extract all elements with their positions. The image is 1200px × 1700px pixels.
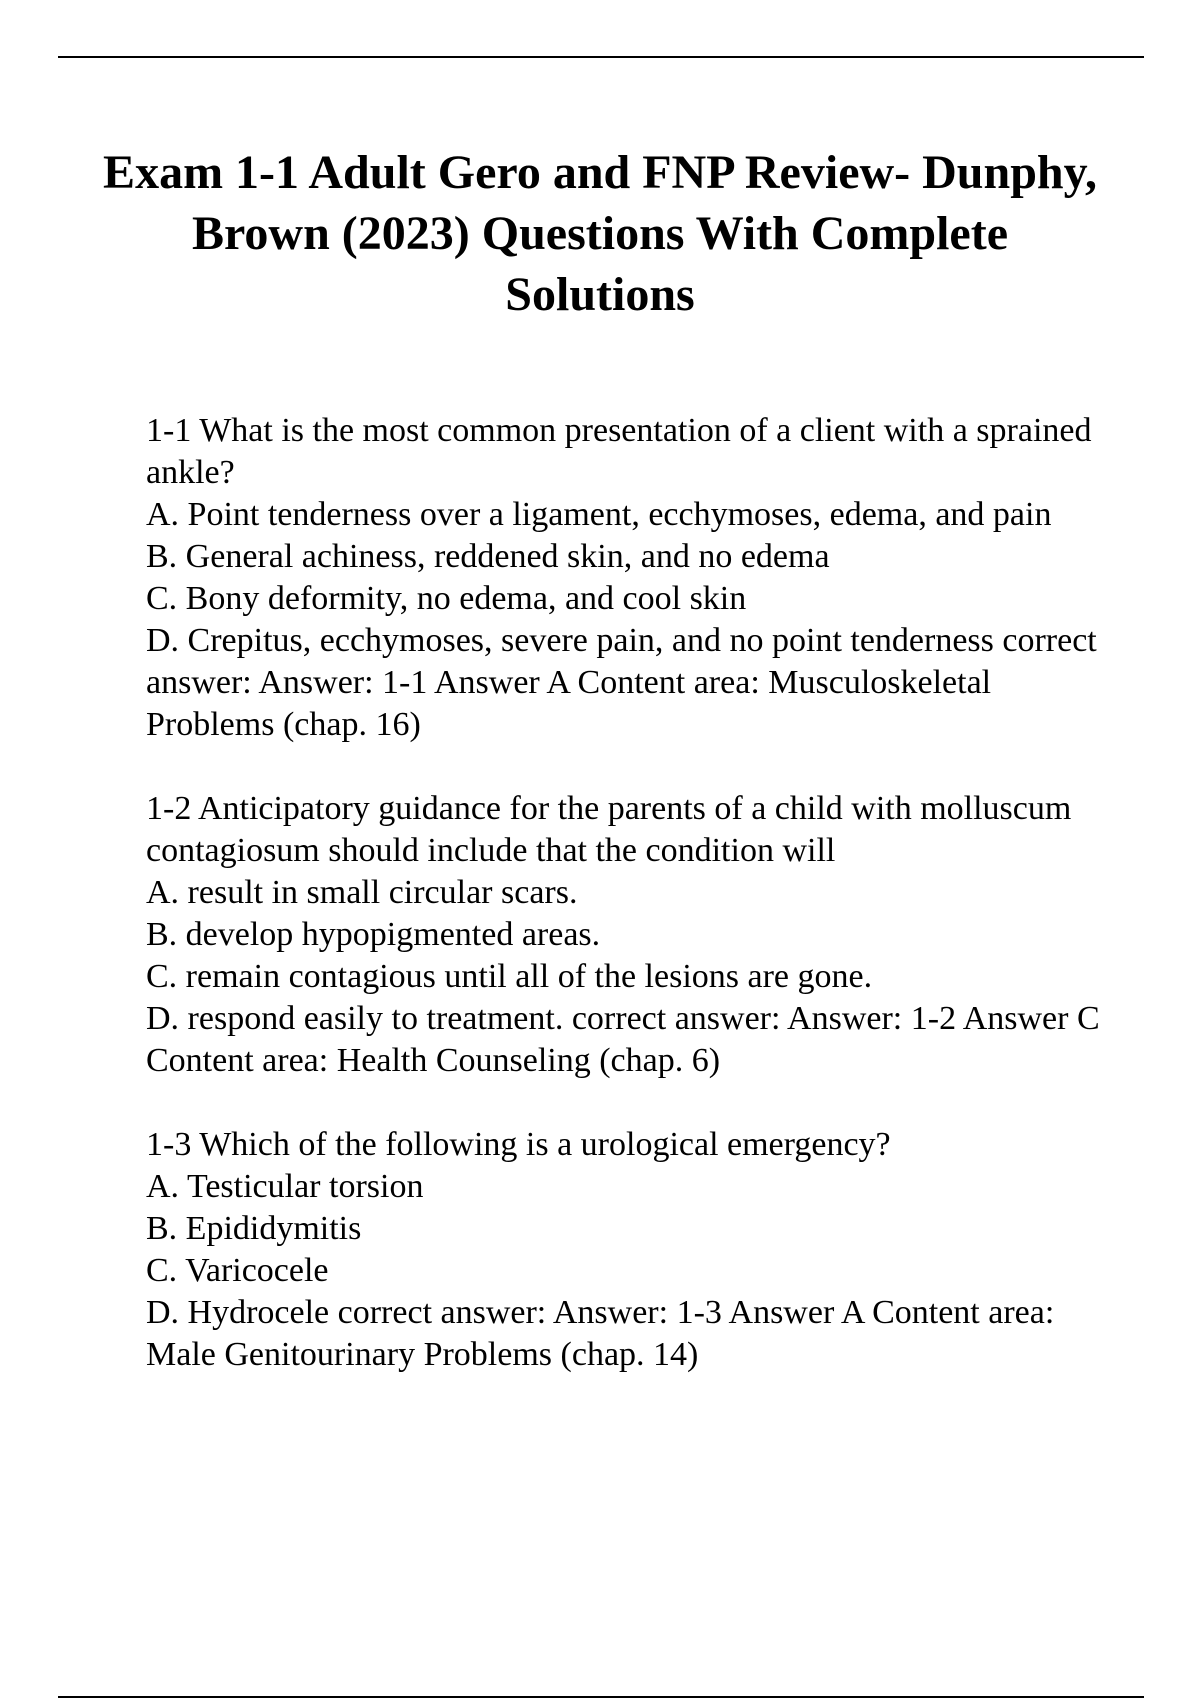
question-3	[146, 1124, 1126, 1376]
bottom-rule	[58, 1696, 1144, 1698]
document-body	[146, 410, 1126, 1418]
question-1	[146, 410, 1126, 746]
question-2	[146, 788, 1126, 1082]
option-a: A. result in small circular scars.	[146, 874, 578, 911]
option-b: B. develop hypopigmented areas.	[146, 916, 601, 953]
document-title: Exam 1-1 Adult Gero and FNP Review- Dunphy, Brown (2023) Questions With Complete Solutions	[103, 146, 1097, 321]
option-c: C. remain contagious until all of the lesions are gone.	[146, 958, 873, 995]
option-d-with-answer: D. Hydrocele correct answer: Answer: 1-3 Answer A Content area: Male Genitourinary Problems (chap. 14)	[146, 1294, 1055, 1373]
question-stem: 1-3 Which of the following is a urological emergency?	[146, 1126, 891, 1163]
option-a: A. Point tenderness over a ligament, ecchymoses, edema, and pain	[146, 496, 1052, 533]
option-d-with-answer: D. respond easily to treatment. correct answer: Answer: 1-2 Answer C Content area: Health Counseling (chap. 6)	[146, 1000, 1100, 1079]
option-d-with-answer: D. Crepitus, ecchymoses, severe pain, and no point tenderness correct answer: Answer: 1-1 Answer A Content area: Musculoskeletal Problems (chap. 16)	[146, 622, 1097, 743]
question-stem: 1-2 Anticipatory guidance for the parents of a child with molluscum contagiosum should include that the condition will	[146, 790, 1072, 869]
option-c: C. Varicocele	[146, 1252, 329, 1289]
option-b: B. Epididymitis	[146, 1210, 362, 1247]
option-a: A. Testicular torsion	[146, 1168, 424, 1205]
option-c: C. Bony deformity, no edema, and cool skin	[146, 580, 747, 617]
question-stem: 1-1 What is the most common presentation of a client with a sprained ankle?	[146, 412, 1092, 491]
top-rule	[58, 56, 1144, 58]
option-b: B. General achiness, reddened skin, and no edema	[146, 538, 830, 575]
